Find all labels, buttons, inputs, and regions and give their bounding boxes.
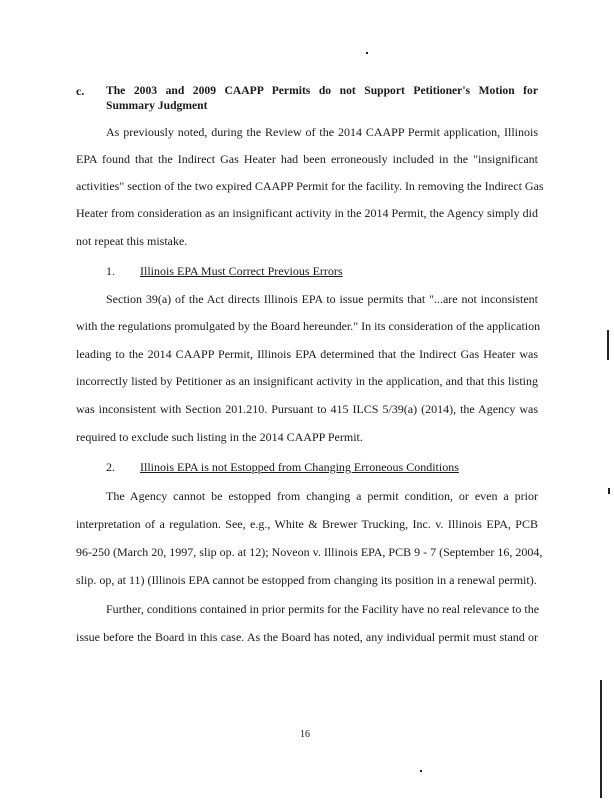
paragraph-line: with the regulations promulgated by the Board hereunder." In its consideration of the application bbox=[76, 319, 541, 333]
page-number: 16 bbox=[300, 729, 310, 740]
subsection-title: Illinois EPA Must Correct Previous Errors bbox=[140, 264, 343, 278]
subsection-number: 1. bbox=[106, 264, 115, 278]
scan-speck bbox=[420, 770, 422, 772]
paragraph-line: issue before the Board in this case. As the Board has noted, any individual permit must stand or bbox=[76, 630, 538, 644]
paragraph-line: was inconsistent with Section 201.210. Pursuant to 415 ILCS 5/39(a) (2014), the Agency was bbox=[76, 402, 538, 416]
paragraph-line: As previously noted, during the Review of the 2014 CAAPP Permit application, Illinois bbox=[106, 125, 538, 139]
section-letter: c. bbox=[76, 84, 85, 98]
scan-edge-mark bbox=[600, 680, 602, 798]
heading-line: The 2003 and 2009 CAAPP Permits do not Support Petitioner's Motion for bbox=[106, 84, 538, 97]
paragraph-line: leading to the 2014 CAAPP Permit, Illinois EPA determined that the Indirect Gas Heater was bbox=[76, 347, 538, 361]
paragraph-line: interpretation of a regulation. See, e.g., White & Brewer Trucking, Inc. v. Illinois EPA, PCB bbox=[76, 517, 538, 531]
paragraph-line: activities" section of the two expired CAAPP Permit for the facility. In removing the Indirect Gas bbox=[76, 179, 544, 193]
paragraph-line: 96-250 (March 20, 1997, slip op. at 12); Noveon v. Illinois EPA, PCB 9 - 7 (September 16, 2004, bbox=[76, 545, 543, 559]
paragraph-line: The Agency cannot be estopped from changing a permit condition, or even a prior bbox=[106, 489, 538, 503]
paragraph-line: EPA found that the Indirect Gas Heater had been erroneously included in the "insignificant bbox=[76, 152, 538, 166]
subsection-number: 2. bbox=[106, 460, 115, 474]
section-heading bbox=[106, 84, 538, 113]
scan-speck bbox=[366, 52, 368, 54]
heading-line: Summary Judgment bbox=[106, 99, 208, 112]
paragraph-line: slip. op, at 11) (Illinois EPA cannot be estopped from changing its position in a renewal permit). bbox=[76, 573, 537, 587]
scan-edge-mark bbox=[608, 488, 610, 494]
paragraph-line: Heater from consideration as an insignificant activity in the 2014 Permit, the Agency simply did bbox=[76, 206, 538, 220]
subsection-title: Illinois EPA is not Estopped from Changing Erroneous Conditions bbox=[140, 460, 459, 474]
paragraph-line: incorrectly listed by Petitioner as an insignificant activity in the application, and that this listing bbox=[76, 374, 538, 388]
paragraph-line: Section 39(a) of the Act directs Illinois EPA to issue permits that "...are not inconsistent bbox=[106, 292, 538, 306]
paragraph-line: not repeat this mistake. bbox=[76, 234, 188, 248]
paragraph-line: required to exclude such listing in the 2014 CAAPP Permit. bbox=[76, 430, 363, 444]
scan-edge-mark bbox=[607, 330, 609, 360]
paragraph-line: Further, conditions contained in prior permits for the Facility have no real relevance to the bbox=[106, 602, 540, 616]
